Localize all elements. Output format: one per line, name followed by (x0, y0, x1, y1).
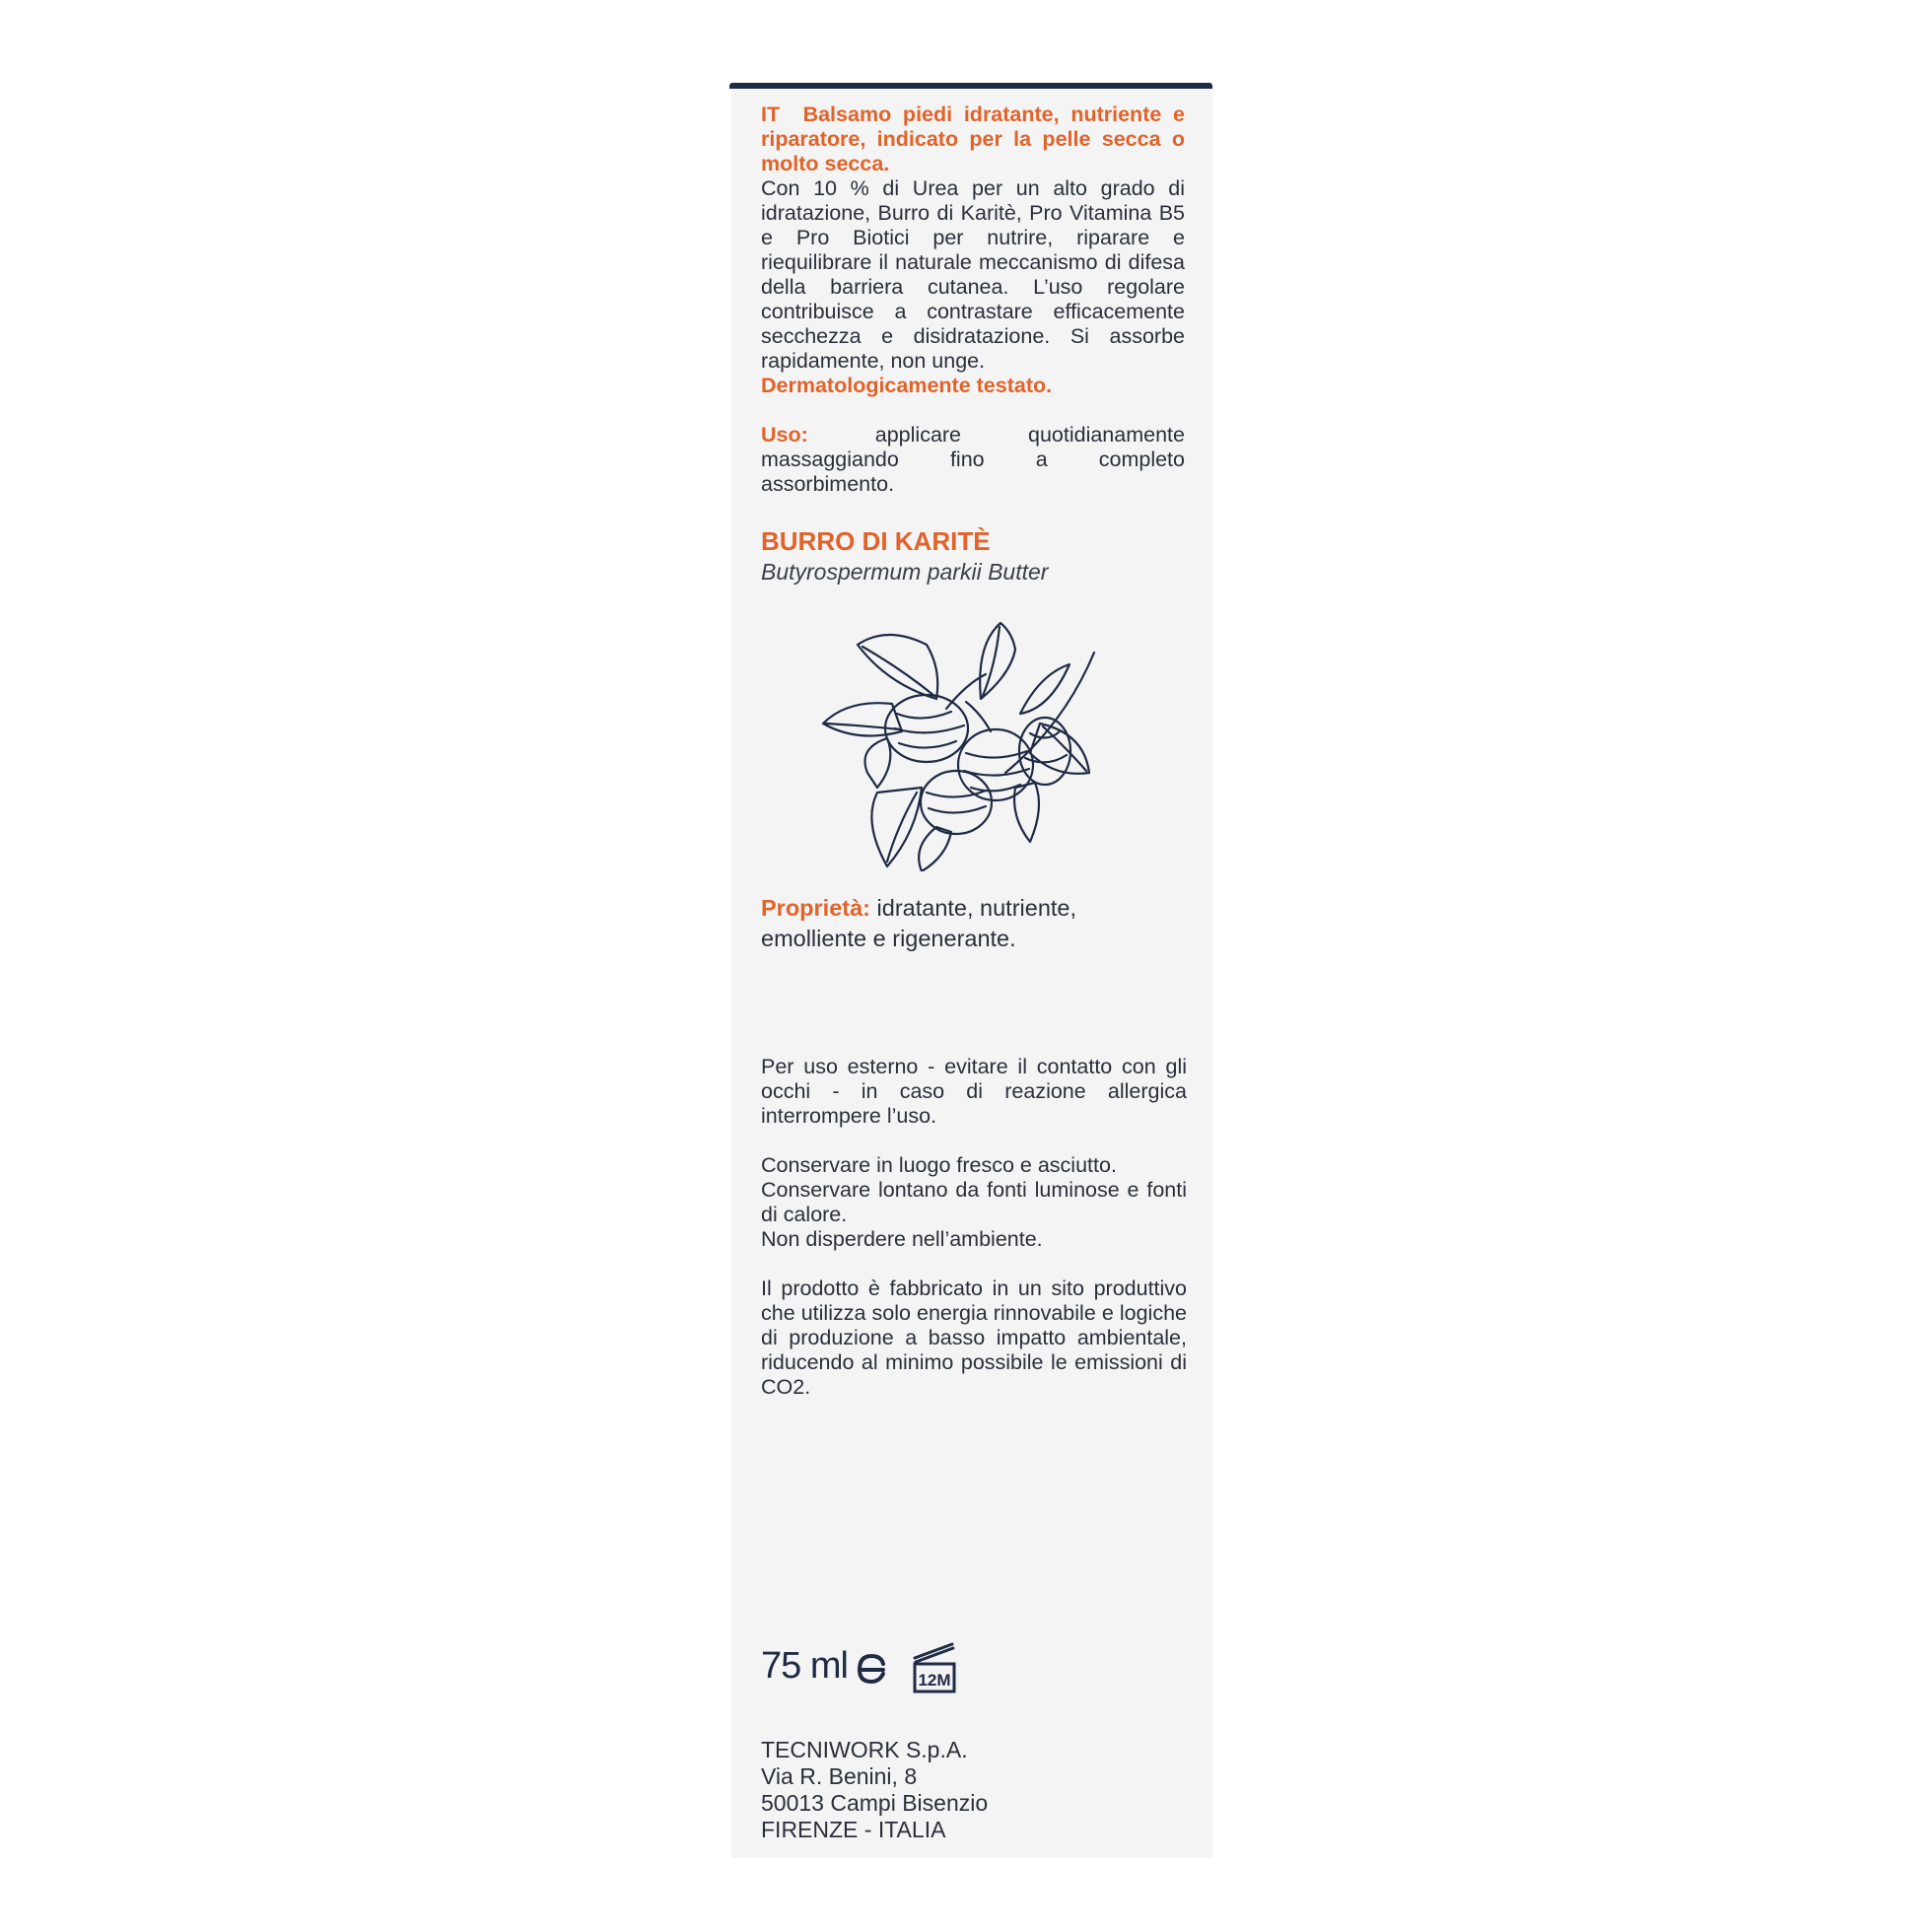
volume-row (761, 1636, 960, 1695)
ingredient-name: BURRO DI KARITÈ (761, 526, 991, 556)
company-region: FIRENZE - ITALIA (761, 1817, 946, 1842)
volume-amount: 75 ml (761, 1644, 848, 1687)
usage-paragraph (761, 423, 1185, 497)
properties-paragraph (761, 893, 1185, 954)
environment-line: Non disperdere nell’ambiente. (761, 1227, 1043, 1251)
storage-line-2: Conservare lontano da fonti luminose e fonti di calore. (761, 1178, 1187, 1226)
production-note: Il prodotto è fabbricato in un sito produttivo che utilizza solo energia rinnovabile e logiche di produzione a basso impatto ambientale, riducendo al minimo possibile le emissioni di CO2. (761, 1276, 1187, 1399)
panel-top-edge (729, 83, 1212, 89)
intro-headline (761, 103, 1185, 176)
warnings-section (761, 1055, 1187, 1424)
ingredient-latin-name: Butyrospermum parkii Butter (761, 559, 1049, 585)
company-address (761, 1737, 988, 1843)
estimated-sign-icon (852, 1646, 891, 1686)
label-content (761, 103, 1185, 978)
pao-label: 12M (918, 1671, 951, 1690)
product-description: Con 10 % di Urea per un alto grado di idratazione, Burro di Karitè, Pro Vitamina B5 e Pro Biotici per nutrire, riparare e riequilibrare il naturale meccanismo di difesa della barriera cutanea. L’uso regolare contribuisce a contrastare efficacemente secchezza e disidratazione. Si assorbe rapidamente, non unge. (761, 176, 1185, 373)
shea-branch-illustration (818, 615, 1104, 871)
open-jar-icon (909, 1636, 960, 1695)
tested-claim: Dermatologicamente testato. (761, 374, 1053, 397)
properties-text: idratante, nutriente, emolliente e rigenerante. (761, 895, 1077, 951)
external-use-warning: Per uso esterno - evitare il contatto con gli occhi - in caso di reazione allergica interrompere l’uso. (761, 1055, 1187, 1128)
product-headline: Balsamo piedi idratante, nutriente e riparatore, indicato per la pelle secca o molto secca. (761, 103, 1185, 175)
usage-text: applicare quotidianamente massaggiando fino a completo assorbimento. (761, 423, 1185, 496)
company-name: TECNIWORK S.p.A. (761, 1737, 968, 1762)
usage-label: Uso: (761, 423, 808, 447)
language-code: IT (761, 103, 781, 126)
company-city: 50013 Campi Bisenzio (761, 1790, 989, 1816)
storage-line-1: Conservare in luogo fresco e asciutto. (761, 1153, 1117, 1177)
properties-label: Proprietà: (761, 895, 870, 921)
company-street: Via R. Benini, 8 (761, 1763, 918, 1789)
